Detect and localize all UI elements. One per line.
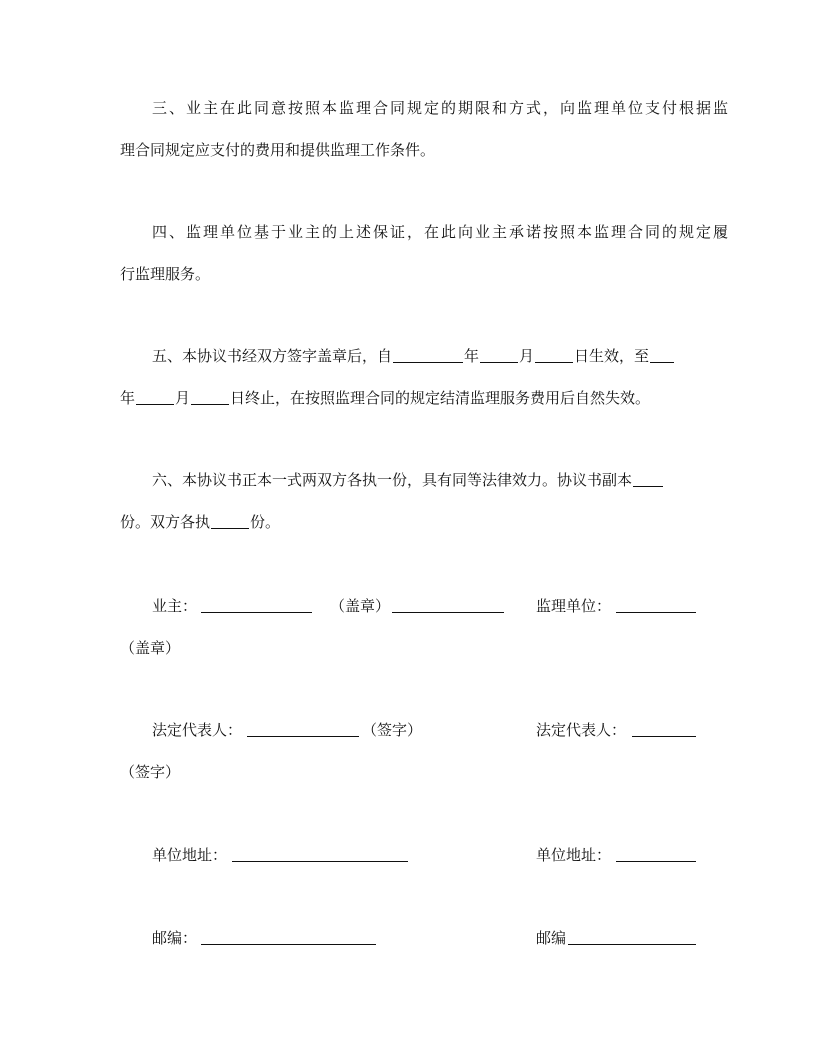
- supervisor-name-blank[interactable]: [616, 612, 696, 613]
- clause-4-line-2: 行监理服务。: [120, 265, 211, 283]
- clause-3-line-1: 三、业主在此同意按照本监理合同规定的期限和方式，向监理单位支付根据监: [152, 99, 728, 117]
- month-label-2: 月: [175, 389, 191, 407]
- clause-6-line-1: [120, 470, 728, 490]
- legal-rep-sign-label: （签字）: [362, 721, 423, 739]
- owner-seal-blank[interactable]: [392, 612, 504, 613]
- clause-6-text: 六、本协议书正本一式两双方各执一份，具有同等法律效力。协议书副本: [152, 471, 633, 489]
- owner-label: 业主：: [152, 597, 198, 615]
- owner-seal-label: （盖章）: [330, 597, 391, 615]
- postcode-blank-2[interactable]: [568, 944, 696, 945]
- address-label: 单位地址：: [152, 846, 228, 864]
- clause-5-line-2: [120, 388, 696, 408]
- clause-6-line-2: [120, 512, 696, 532]
- clause-4-line-1: 四、监理单位基于业主的上述保证，在此向业主承诺按照本监理合同的规定履: [152, 223, 728, 241]
- end-month-blank[interactable]: [136, 389, 174, 405]
- legal-rep-blank[interactable]: [247, 736, 359, 737]
- legal-rep-label: 法定代表人：: [152, 721, 243, 739]
- clause-5-prefix: 五、本协议书经双方签字盖章后，自: [152, 347, 393, 365]
- copies-count-blank[interactable]: [633, 471, 663, 487]
- supervisor-seal-label: （盖章）: [120, 639, 181, 657]
- each-copies-blank[interactable]: [211, 513, 249, 529]
- start-year-blank[interactable]: [393, 347, 463, 363]
- address-blank-2[interactable]: [616, 861, 696, 862]
- year-label-2: 年: [120, 389, 136, 407]
- start-day-blank[interactable]: [535, 347, 573, 363]
- start-month-blank[interactable]: [480, 347, 518, 363]
- legal-rep-sign-label-2: （签字）: [120, 763, 181, 781]
- postcode-label-2: 邮编: [536, 929, 567, 947]
- clause-6-part-b: 份。: [250, 513, 281, 531]
- address-label-2: 单位地址：: [536, 846, 612, 864]
- effective-label: 日生效，至: [574, 347, 650, 365]
- postcode-label: 邮编：: [152, 929, 198, 947]
- clause-6-part-a: 份。双方各执: [120, 513, 211, 531]
- end-year-blank[interactable]: [650, 347, 674, 363]
- supervisor-label: 监理单位：: [536, 597, 612, 615]
- clause-5-line-1: [120, 346, 728, 366]
- legal-rep-label-2: 法定代表人：: [536, 721, 627, 739]
- month-label: 月: [519, 347, 535, 365]
- owner-name-blank[interactable]: [201, 612, 312, 613]
- postcode-blank[interactable]: [201, 944, 376, 945]
- address-blank[interactable]: [232, 861, 408, 862]
- clause-5-rest: 日终止，在按照监理合同的规定结清监理服务费用后自然失效。: [230, 389, 651, 407]
- end-day-blank[interactable]: [191, 389, 229, 405]
- legal-rep-blank-2[interactable]: [632, 736, 696, 737]
- clause-3-line-2: 理合同规定应支付的费用和提供监理工作条件。: [120, 141, 436, 159]
- year-label: 年: [464, 347, 480, 365]
